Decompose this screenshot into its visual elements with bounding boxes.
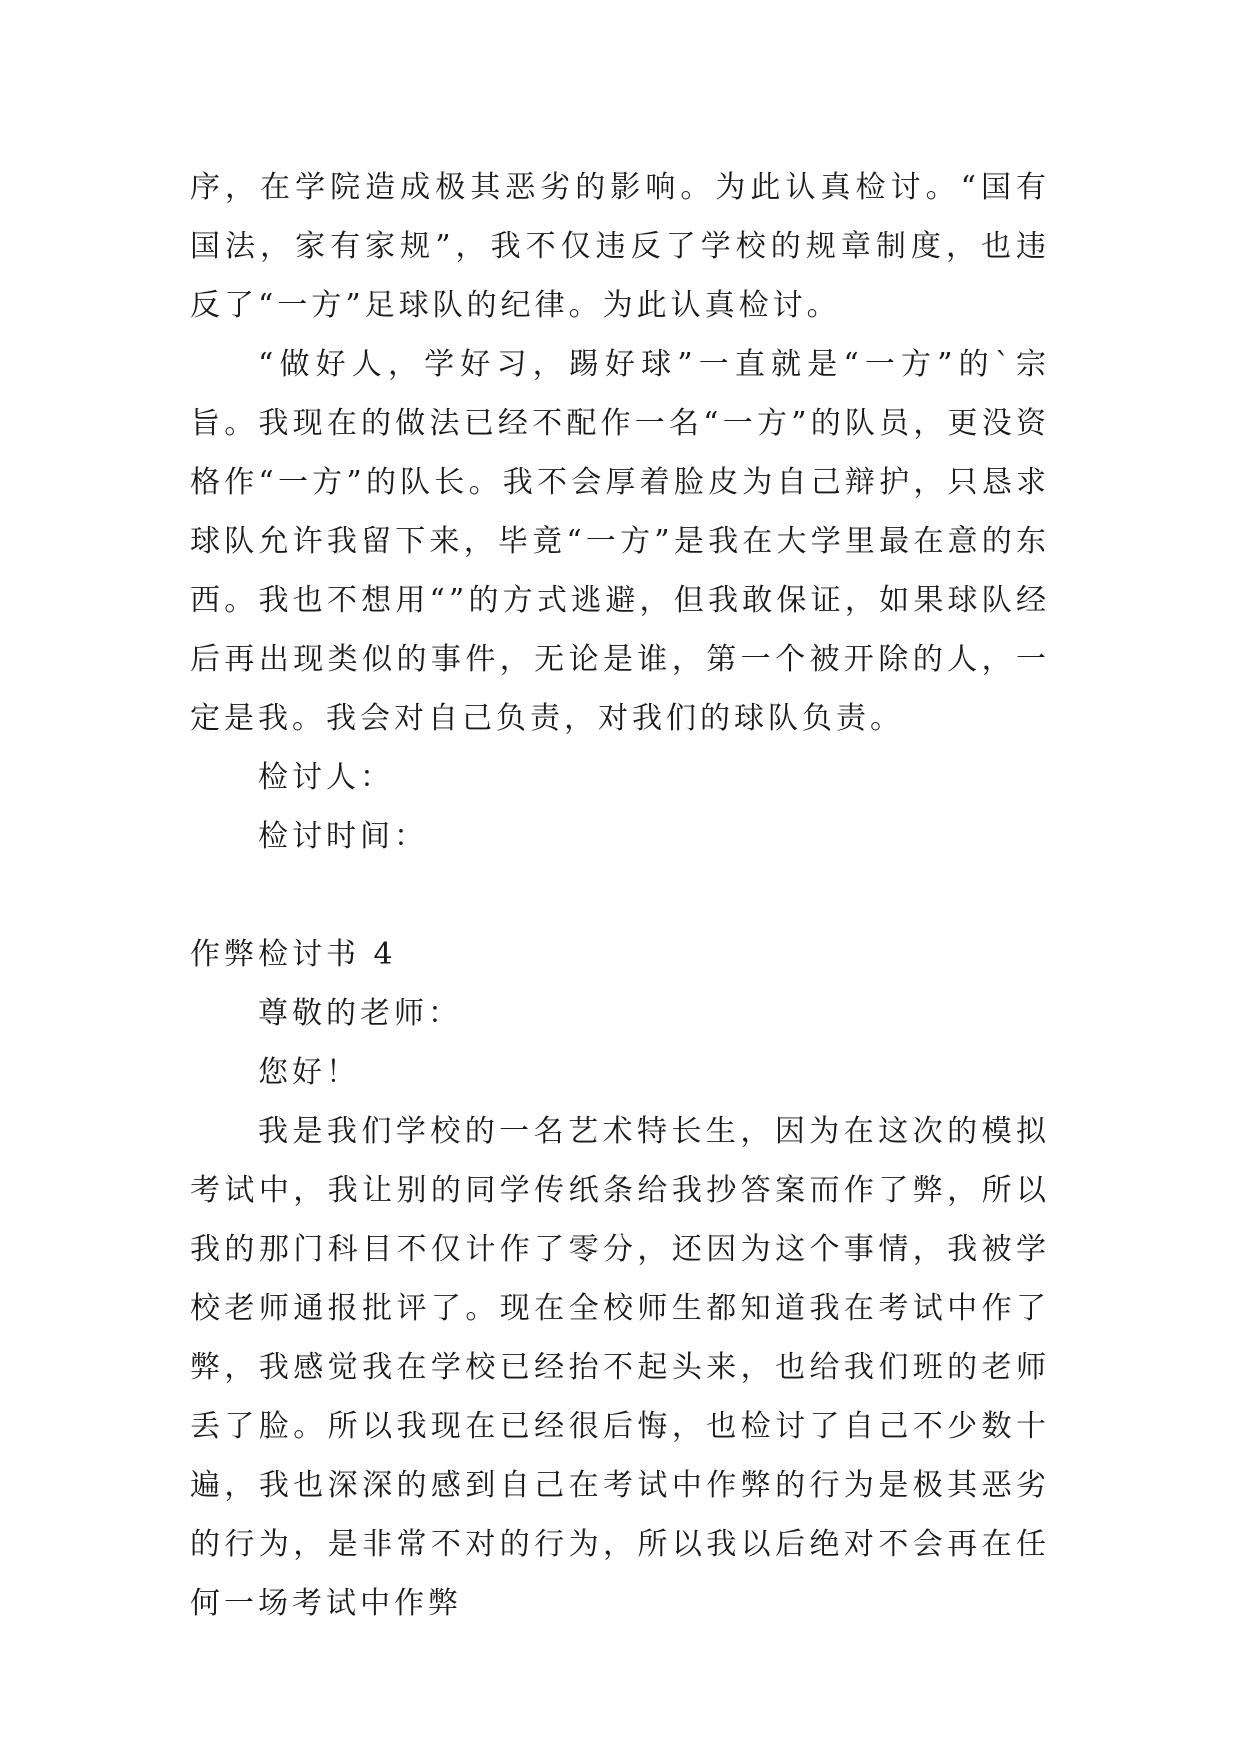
section-title: 作弊检讨书 4: [190, 937, 397, 972]
paragraph-cheating-confession: 我是我们学校的一名艺术特长生，因为在这次的模拟考试中，我让别的同学传纸条给我抄答案而作了弊，所以我的那门科目不仅计作了零分，还因为这个事情，我被学校老师通报批评了。现在全校师生都知道我在考试中作了弊，我感觉我在学校已经抬不起头来，也给我们班的老师丢了脸。所以我现在已经很后悔，也检讨了自己不少数十遍，我也深深的感到自己在考试中作弊的行为是极其恶劣的行为，是非常不对的行为，所以我以后绝对不会再在任何一场考试中作弊: [190, 1114, 1050, 1621]
greeting: 您好！: [258, 1055, 360, 1090]
section-spacer: [190, 866, 1050, 925]
document-body: [190, 158, 1050, 1633]
review-time-label: 检讨时间：: [258, 819, 428, 854]
reviewer-label: 检讨人：: [258, 760, 394, 795]
paragraph-team-motto: “做好人，学好习，踢好球”一直就是“一方”的`宗旨。我现在的做法已经不配作一名“一方”的队员，更没资格作“一方”的队长。我不会厚着脸皮为自己辩护，只恳求球队允许我留下来，毕竟“一方”是我在大学里最在意的东西。我也不想用“”的方式逃避，但我敢保证，如果球队经后再出现类似的事件，无论是谁，第一个被开除的人，一定是我。我会对自己负责，对我们的球队负责。: [190, 347, 1050, 736]
salutation: 尊敬的老师：: [258, 996, 462, 1031]
paragraph-continued: 序，在学院造成极其恶劣的影响。为此认真检讨。“国有国法，家有家规”，我不仅违反了学校的规章制度，也违反了“一方”足球队的纪律。为此认真检讨。: [190, 170, 1050, 323]
